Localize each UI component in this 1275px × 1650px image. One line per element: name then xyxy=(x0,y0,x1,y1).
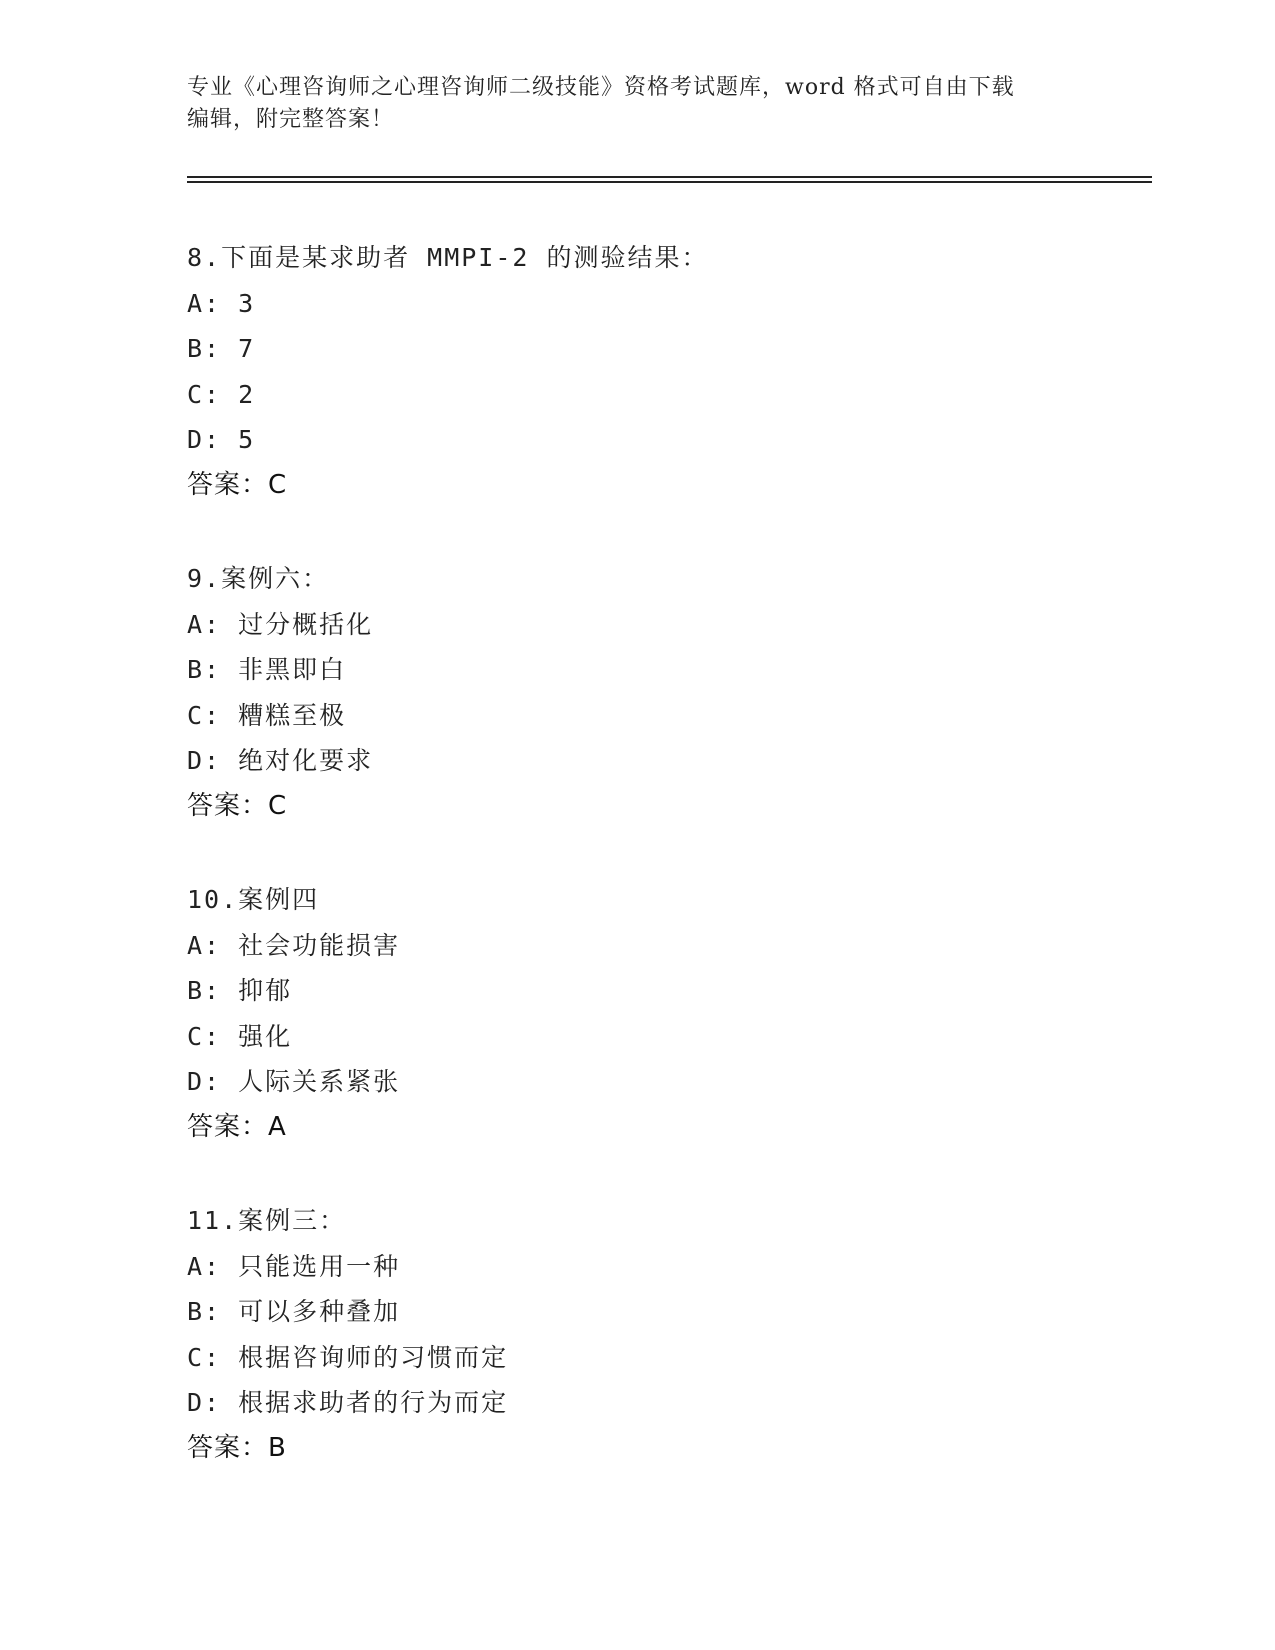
option-a: A: 3 xyxy=(187,288,256,318)
option-d: D: 5 xyxy=(187,425,256,454)
option-d: D: 绝对化要求 xyxy=(187,746,374,775)
header-line-2: 编辑，附完整答案！ xyxy=(187,107,395,132)
option-b: B: 抑郁 xyxy=(187,976,293,1005)
header-divider-bottom xyxy=(187,181,1152,183)
option-c: C: 糟糕至极 xyxy=(187,700,347,730)
option-d: D: 人际关系紧张 xyxy=(187,1067,401,1096)
answer-label: 答案：A xyxy=(187,1111,287,1142)
answer-label: 答案：C xyxy=(187,469,288,500)
question-8 xyxy=(187,235,1147,508)
document-header xyxy=(187,72,1087,136)
question-stem: 10.案例四 xyxy=(187,885,320,914)
option-d: D: 根据求助者的行为而定 xyxy=(187,1388,509,1417)
option-a: A: 过分概括化 xyxy=(187,609,374,639)
option-b: B: 非黑即白 xyxy=(187,655,347,684)
option-a: A: 社会功能损害 xyxy=(187,930,401,960)
question-11 xyxy=(187,1198,1147,1471)
question-list xyxy=(187,235,1147,1519)
question-stem: 8.下面是某求助者 MMPI-2 的测验结果： xyxy=(187,243,709,272)
question-10 xyxy=(187,877,1147,1150)
option-c: C: 2 xyxy=(187,379,256,409)
answer-label: 答案：C xyxy=(187,790,288,821)
answer-label: 答案：B xyxy=(187,1432,287,1463)
option-b: B: 可以多种叠加 xyxy=(187,1297,401,1326)
question-stem: 11.案例三： xyxy=(187,1206,347,1235)
option-c: C: 强化 xyxy=(187,1021,293,1051)
option-c: C: 根据咨询师的习惯而定 xyxy=(187,1342,509,1372)
option-a: A: 只能选用一种 xyxy=(187,1251,401,1281)
question-stem: 9.案例六： xyxy=(187,564,330,593)
question-9 xyxy=(187,556,1147,829)
option-b: B: 7 xyxy=(187,334,256,363)
header-line-1: 专业《心理咨询师之心理咨询师二级技能》资格考试题库，word 格式可自由下载 xyxy=(187,75,1015,100)
header-divider-top xyxy=(187,176,1152,178)
